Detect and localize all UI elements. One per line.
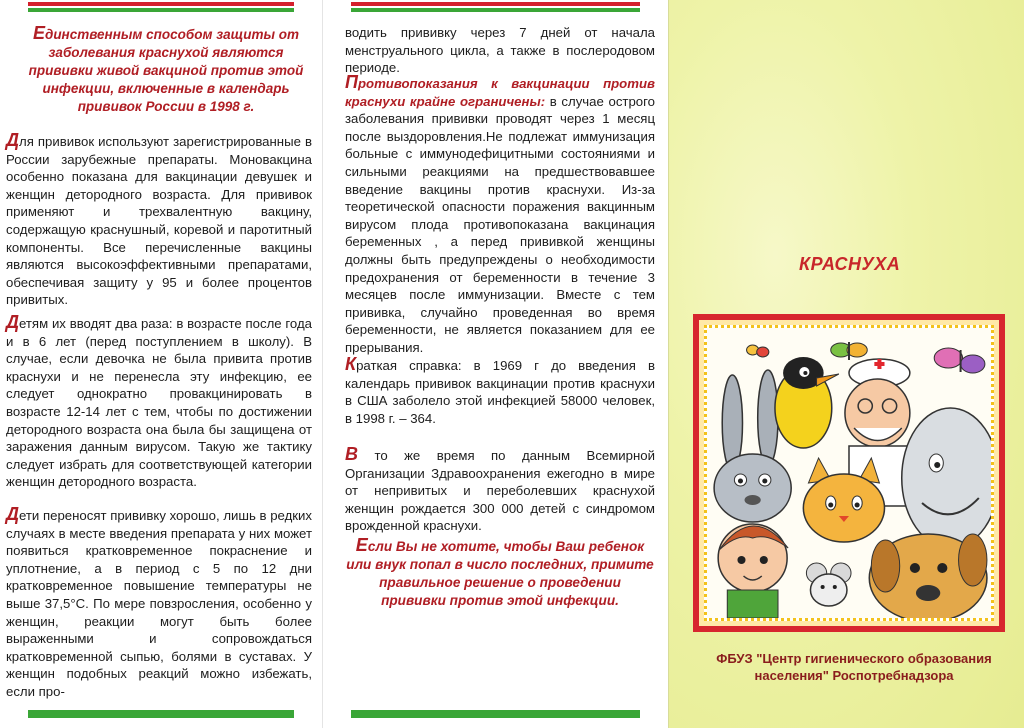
cover-panel [668,0,1024,728]
para1-capital: Д [6,130,19,150]
contra-lead: ротивопоказания к вакцинации против краснухи крайне ограничены: [345,76,655,109]
boy-figure [718,524,788,618]
top-stripes [351,2,640,16]
para3-capital: Д [6,504,19,524]
elephant-figure [902,408,991,548]
org-line-1: ФБУЗ "Центр гигиенического образования [716,651,992,666]
brief-body: раткая справка: в 1969 г до введения в календарь прививок вакцинации против краснухи в США заболело этой инфекцией 58000 человек, в 1998 г. – 364. [345,358,655,426]
final-appeal [345,536,655,610]
final-capital: Е [355,535,368,555]
cartoon-characters-image [707,328,991,618]
para2-body: етям их вводят два раза: в возрасте после года и в 6 лет (перед поступлением в школу). В случае, если девочка не была привита против краснухи и не перенесла эту инфекцию, ее следует однократно провакцинировать в возрасте 12-14 лет с тем, чтобы по достижении детородного возраста она была бы защищена от заражения данным вирусом. Такую же тактику следует избрать для соответствующей категории женщин детородного возраста. [6,316,312,490]
bottom-stripes [351,710,640,724]
org-line-2: населения" Роспотребнадзора [754,668,954,683]
who-body: то же время по данным Всемирной Организации Здравоохранения ежегодно в мире от непривитых и переболевших краснухой женщин рождается 300 000 детей с синдромом врожденной краснухи. [345,448,655,534]
continuation-text: водить прививку через 7 дней от начала менструального цикла, а также в послеродовом периоде. [345,25,655,76]
paragraph-reactions [6,506,312,701]
final-body: сли Вы не хотите, чтобы Ваш ребенок или внук попал в число последних, примите правильное решение о проведении прививки против этой инфекции. [346,539,654,608]
intro-capital: Е [32,23,45,43]
bottom-stripes [28,710,294,724]
para1-body: ля прививок используют зарегистрированные в России зарубежные препараты. Моновакцина особенно показана для вакцинации девушек и женщин детородного возраста. Для прививок применяют и трехвалентную вакцину, содержащую краснушный, коревой и паротитный компоненты. Все перечисленные вакцины являются высокоэффективными препаратами, обеспечивая защиту у 95 и более процентов привитых. [6,134,312,308]
para2-capital: Д [6,312,19,332]
organization-name [709,650,999,684]
cartoon-illustration [704,325,994,621]
brief-note [345,356,655,427]
intro-text [18,24,314,116]
illustration-frame [693,314,1005,632]
paragraph-children [6,314,312,491]
who-note [345,446,655,535]
top-stripes [28,2,294,16]
dog-figure [869,534,987,618]
who-capital: В [345,444,358,464]
paragraph-vaccines [6,132,312,309]
contra-body: в случае острого заболевания прививки проводят через 1 месяц после выздоровления.Не подлежат иммунизация больные с иммунодефицитными состояниями и сильными реакциями на предшествовавшее введение вакцины против краснухи. Из-за теоретической опасности поражения вакцинным вирусом плода противопоказана вакцинация беременных , а перед прививкой женщины должны быть предупреждены о необходимости предохранения от беременности в течение 3 месяцев после иммунизации. Вместе с тем прививка, случайно проведенная во время беременности, не является показанием для ее прерывания. [345,93,655,355]
middle-panel [322,0,668,728]
brief-capital: К [345,354,357,374]
intro-body: динственным способом защиты от заболевания краснухой являются прививки живой вакциной против этой инфекции, включенные в календарь прививок России в 1998 г. [28,27,304,114]
contraindications [345,74,655,357]
contra-capital: П [345,72,358,92]
left-panel [0,0,322,728]
para3-body: ети переносят прививку хорошо, лишь в редких случаях в месте введения препарата у них может появиться кратковременное покраснение и уплотнение, а в период с 5 по 12 дни кратковременное повышение температуры не выше 37,5°С. По мере повзросления, особенно у женщин, реакции могут быть более выраженными и сопровождаться кратковременной сыпью, болями в суставах. У женщин подобных реакций можно избежать, если про- [6,508,312,699]
cover-title: КРАСНУХА [799,254,901,274]
